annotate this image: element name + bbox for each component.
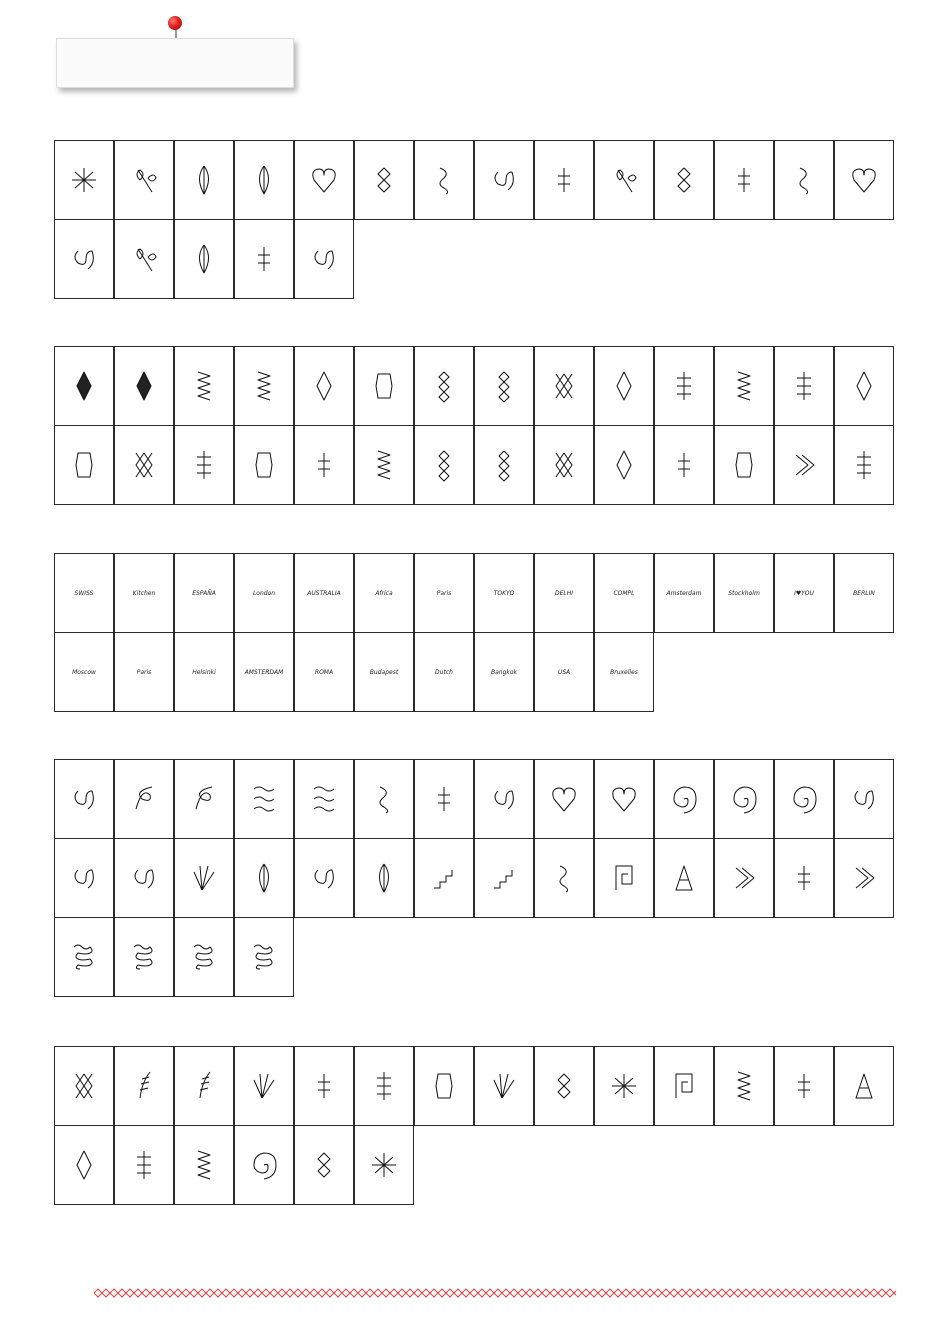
double-arrow-stitch-icon xyxy=(848,861,880,895)
stitch-tile[interactable] xyxy=(354,346,414,426)
blossom-stitch-icon xyxy=(668,163,700,197)
scallop-arch-stitch-icon xyxy=(428,1069,460,1103)
leaf-pair-stitch-icon xyxy=(368,861,400,895)
coil-stitch-icon xyxy=(788,782,820,816)
stitch-word-label: TOKYO xyxy=(493,589,515,597)
stitch-tile[interactable] xyxy=(54,917,114,997)
stitch-tile[interactable] xyxy=(54,219,114,299)
stitch-tile[interactable] xyxy=(834,553,894,633)
stitch-tile[interactable] xyxy=(174,838,234,918)
section-quilting xyxy=(54,759,894,996)
stitch-tile[interactable] xyxy=(774,759,834,839)
stitch-word-label: Moscow xyxy=(72,668,96,676)
wavy-line-stitch-icon xyxy=(548,861,580,895)
wheat-stitch-icon xyxy=(188,1148,220,1182)
chain-diamond-stitch-icon xyxy=(428,369,460,403)
stitch-tile[interactable] xyxy=(174,1046,234,1126)
stitch-word-label: Paris xyxy=(436,589,452,597)
stitch-word-label: BERLIN xyxy=(853,589,875,597)
tree-stitch-icon xyxy=(188,242,220,276)
stitch-tile[interactable] xyxy=(474,632,534,712)
stitch-tile[interactable] xyxy=(294,838,354,918)
stitch-tile[interactable] xyxy=(174,346,234,426)
zigzag-stitch-icon xyxy=(248,369,280,403)
arc-stitch-icon xyxy=(128,861,160,895)
stitch-tile[interactable] xyxy=(414,425,474,505)
stitch-tile[interactable] xyxy=(174,219,234,299)
stitch-word-label: COMPL xyxy=(613,589,635,597)
stitch-tile[interactable] xyxy=(534,1046,594,1126)
section-satin xyxy=(54,346,894,504)
stitch-tile[interactable] xyxy=(174,1125,234,1205)
spiral-hook-stitch-icon xyxy=(668,782,700,816)
stitch-tile[interactable] xyxy=(354,838,414,918)
stitch-tile[interactable] xyxy=(234,425,294,505)
stitch-tile[interactable] xyxy=(834,425,894,505)
diamond-chain-stitch-icon xyxy=(68,1148,100,1182)
curl-leaf-stitch-icon xyxy=(488,782,520,816)
heart-loop-stitch-icon xyxy=(548,782,580,816)
stitch-tile[interactable] xyxy=(294,632,354,712)
stitch-word-label: AMSTERDAM xyxy=(244,668,284,676)
stitch-tile[interactable] xyxy=(114,1046,174,1126)
fern-stitch-icon xyxy=(788,1069,820,1103)
diamond-bead-stitch-icon xyxy=(488,448,520,482)
stitch-tile[interactable] xyxy=(834,140,894,220)
diagonal-stripe-stitch-icon xyxy=(548,448,580,482)
rose-stitch-icon xyxy=(548,1069,580,1103)
stitch-tile[interactable] xyxy=(474,553,534,633)
stitch-tile[interactable] xyxy=(414,140,474,220)
stitch-tile[interactable] xyxy=(114,425,174,505)
stitch-tile[interactable] xyxy=(654,1046,714,1126)
stitch-tile[interactable] xyxy=(114,838,174,918)
stitch-tile[interactable] xyxy=(54,759,114,839)
petal-stitch-icon xyxy=(728,163,760,197)
pushpin-icon xyxy=(168,16,182,30)
stitch-tile[interactable] xyxy=(714,1046,774,1126)
stitch-tile[interactable] xyxy=(114,346,174,426)
greek-key-stitch-icon xyxy=(188,448,220,482)
stipple-stitch-3-icon xyxy=(188,940,220,974)
sprig-stitch-icon xyxy=(128,163,160,197)
loop-tulip-stitch-icon xyxy=(68,782,100,816)
stitch-tile[interactable] xyxy=(114,917,174,997)
star-pair-stitch-icon xyxy=(608,1069,640,1103)
stitch-tile[interactable] xyxy=(714,759,774,839)
stitch-tile[interactable] xyxy=(174,425,234,505)
stitch-tile[interactable] xyxy=(654,425,714,505)
stitch-tile[interactable] xyxy=(594,759,654,839)
diamond-tile-stitch-icon xyxy=(308,1148,340,1182)
stitch-tile[interactable] xyxy=(474,759,534,839)
stitch-tile[interactable] xyxy=(774,140,834,220)
stitch-word-label: ESPAÑA xyxy=(192,589,216,597)
stitch-word-label: Africa xyxy=(375,589,393,597)
ladder-stitch-icon xyxy=(848,448,880,482)
stitch-word-label: Stockholm xyxy=(728,589,760,597)
hook-stitch-icon xyxy=(848,782,880,816)
swirl-stitch-icon xyxy=(308,242,340,276)
clover-stitch-icon xyxy=(368,163,400,197)
satin-wave-stitch-icon xyxy=(728,369,760,403)
stitch-tile[interactable] xyxy=(234,1046,294,1126)
satin-oval-stitch-icon xyxy=(308,369,340,403)
stitch-tile[interactable] xyxy=(534,425,594,505)
stitch-tile[interactable] xyxy=(114,1125,174,1205)
stitch-tile[interactable] xyxy=(594,425,654,505)
flower-stitch-icon xyxy=(548,163,580,197)
stitch-tile[interactable] xyxy=(534,140,594,220)
fleur-column-stitch-icon xyxy=(428,448,460,482)
stitch-tile[interactable] xyxy=(294,346,354,426)
stitch-tile[interactable] xyxy=(174,553,234,633)
stitch-tile[interactable] xyxy=(834,1046,894,1126)
stitch-tile[interactable] xyxy=(54,140,114,220)
stitch-tile[interactable] xyxy=(354,553,414,633)
loop-chain-stitch-icon xyxy=(128,782,160,816)
stitch-tile[interactable] xyxy=(234,346,294,426)
stipple-stitch-4-icon xyxy=(248,940,280,974)
stitch-tile[interactable] xyxy=(474,838,534,918)
pineapple-stitch-icon xyxy=(68,1069,100,1103)
stitch-tile[interactable] xyxy=(834,759,894,839)
stitch-tile[interactable] xyxy=(654,759,714,839)
paisley-stitch-icon xyxy=(248,1148,280,1182)
stitch-word-label: ROMA xyxy=(314,668,334,676)
stitch-tile[interactable] xyxy=(54,553,114,633)
meander-stitch-icon xyxy=(668,1069,700,1103)
serpentine-stitch-icon xyxy=(248,782,280,816)
stitch-word-label: Bangkok xyxy=(490,668,518,676)
gingko-stitch-icon xyxy=(608,782,640,816)
satin-column-stitch-icon xyxy=(608,369,640,403)
stitch-word-label: Bruxelles xyxy=(610,668,638,676)
stitch-tile[interactable] xyxy=(114,632,174,712)
stitch-tile[interactable] xyxy=(54,346,114,426)
stitch-tile[interactable] xyxy=(834,346,894,426)
bird-stitch-icon xyxy=(188,1069,220,1103)
branch-stitch-icon xyxy=(608,163,640,197)
leaf-loop-stitch-icon xyxy=(248,861,280,895)
stitch-tile[interactable] xyxy=(654,346,714,426)
stitch-tile[interactable] xyxy=(234,553,294,633)
stitch-tile[interactable] xyxy=(414,1046,474,1126)
satin-arrow-stitch-icon xyxy=(848,369,880,403)
chevron-stitch-icon xyxy=(728,1069,760,1103)
palm-stitch-icon xyxy=(308,1069,340,1103)
tile-grid xyxy=(54,346,894,504)
curl-flower-stitch-icon xyxy=(428,782,460,816)
stitch-tile[interactable] xyxy=(774,838,834,918)
stitch-tile[interactable] xyxy=(294,219,354,299)
stitch-tile[interactable] xyxy=(234,140,294,220)
stitch-tile[interactable] xyxy=(294,553,354,633)
stitch-tile[interactable] xyxy=(714,838,774,918)
stitch-tile[interactable] xyxy=(714,553,774,633)
diamond-arrow-stitch-icon xyxy=(728,861,760,895)
star-stitch-icon xyxy=(68,163,100,197)
stitch-tile[interactable] xyxy=(534,632,594,712)
stitch-tile[interactable] xyxy=(54,1125,114,1205)
stitch-tile[interactable] xyxy=(234,219,294,299)
vine-stitch-icon xyxy=(788,163,820,197)
greek-key-square-stitch-icon xyxy=(608,861,640,895)
title-note xyxy=(56,38,294,88)
satin-hexagon-stitch-icon xyxy=(368,369,400,403)
stitch-tile[interactable] xyxy=(54,425,114,505)
stitch-tile[interactable] xyxy=(654,838,714,918)
stitch-word-label: Paris xyxy=(136,668,152,676)
stitch-tile[interactable] xyxy=(654,553,714,633)
section-ornamental xyxy=(54,1046,894,1204)
loop-spiral-stitch-icon xyxy=(188,782,220,816)
stipple-stitch-2-icon xyxy=(128,940,160,974)
stitch-word-label: I♥YOU xyxy=(794,589,814,597)
stitch-tile[interactable] xyxy=(174,140,234,220)
stitch-tile[interactable] xyxy=(54,632,114,712)
stitch-tile[interactable] xyxy=(714,425,774,505)
stitch-tile[interactable] xyxy=(354,759,414,839)
section-floral xyxy=(54,140,894,298)
stitch-tile[interactable] xyxy=(294,1125,354,1205)
stitch-tile[interactable] xyxy=(474,140,534,220)
stitch-word-label: DELHI xyxy=(554,589,574,597)
staircase-stitch-icon xyxy=(488,861,520,895)
triangle-zigzag-stitch-icon xyxy=(668,861,700,895)
section-words xyxy=(54,553,894,711)
berry-stitch-icon xyxy=(128,242,160,276)
tribal-stitch-icon xyxy=(128,1148,160,1182)
stitch-tile[interactable] xyxy=(474,1046,534,1126)
scroll-stitch-icon xyxy=(428,163,460,197)
feather-stitch-icon xyxy=(128,1069,160,1103)
stitch-tile[interactable] xyxy=(114,140,174,220)
triangle-wave-stitch-icon xyxy=(848,1069,880,1103)
stitch-tile[interactable] xyxy=(714,140,774,220)
stitch-tile[interactable] xyxy=(234,838,294,918)
stitch-tile[interactable] xyxy=(474,425,534,505)
heart-outline-stitch-icon xyxy=(848,163,880,197)
fan-border-stitch-icon xyxy=(248,1069,280,1103)
leaf-sprig-stitch-icon xyxy=(188,163,220,197)
stitch-tile[interactable] xyxy=(594,838,654,918)
tulip-stitch-icon xyxy=(248,163,280,197)
stitch-tile[interactable] xyxy=(114,553,174,633)
stitch-tile[interactable] xyxy=(354,140,414,220)
stitch-word-label: Kitchen xyxy=(132,589,156,597)
stitch-tile[interactable] xyxy=(294,425,354,505)
stitch-word-label: Amsterdam xyxy=(666,589,702,597)
lattice-stitch-icon xyxy=(548,369,580,403)
satin-diamond-stitch-icon xyxy=(68,369,100,403)
hexagon-stripe-stitch-icon xyxy=(248,448,280,482)
stitch-tile[interactable] xyxy=(54,838,114,918)
stitch-tile[interactable] xyxy=(774,553,834,633)
stitch-word-label: Dutch xyxy=(435,668,453,676)
crescent-loop-stitch-icon xyxy=(68,861,100,895)
stitch-word-label: AUSTRALIA xyxy=(307,589,341,597)
column-ornament-stitch-icon xyxy=(368,1069,400,1103)
wave-column-stitch-icon xyxy=(368,448,400,482)
stitch-tile[interactable] xyxy=(534,346,594,426)
circle-curl-stitch-icon xyxy=(308,861,340,895)
sunburst-stitch-icon xyxy=(368,1148,400,1182)
curl-stem-stitch-icon xyxy=(68,242,100,276)
stitch-tile[interactable] xyxy=(594,553,654,633)
stitch-word-label: USA xyxy=(557,668,571,676)
star-column-stitch-icon xyxy=(308,448,340,482)
stitch-tile[interactable] xyxy=(474,346,534,426)
stitch-tile[interactable] xyxy=(174,917,234,997)
fan-stitch-icon xyxy=(188,861,220,895)
stitch-tile[interactable] xyxy=(114,219,174,299)
stipple-stitch-1-icon xyxy=(68,940,100,974)
stitch-tile[interactable] xyxy=(414,632,474,712)
stitch-tile[interactable] xyxy=(414,838,474,918)
stitch-tile[interactable] xyxy=(294,1046,354,1126)
stitch-tile[interactable] xyxy=(294,140,354,220)
stitch-tile[interactable] xyxy=(774,1046,834,1126)
stitch-tile[interactable] xyxy=(234,917,294,997)
stitch-tile[interactable] xyxy=(774,425,834,505)
stitch-tile[interactable] xyxy=(294,759,354,839)
loop-figure-stitch-icon xyxy=(308,782,340,816)
stitch-tile[interactable] xyxy=(534,838,594,918)
stitch-tile[interactable] xyxy=(414,759,474,839)
curl-stitch-icon xyxy=(488,163,520,197)
stitch-tile[interactable] xyxy=(594,140,654,220)
tile-grid xyxy=(54,140,894,298)
stitch-tile[interactable] xyxy=(594,1046,654,1126)
dense-column-stitch-icon xyxy=(608,448,640,482)
stitch-tile[interactable] xyxy=(354,1125,414,1205)
stitch-tile[interactable] xyxy=(714,346,774,426)
ginkgo-stem-stitch-icon xyxy=(488,1069,520,1103)
squiggle-stitch-icon xyxy=(368,782,400,816)
circle-branch-stitch-icon xyxy=(788,861,820,895)
stitch-word-label: Budapest xyxy=(369,668,399,676)
stitch-tile[interactable] xyxy=(654,140,714,220)
stitch-tile[interactable] xyxy=(594,346,654,426)
stitch-word-label: SWISS xyxy=(74,589,94,597)
stitch-tile[interactable] xyxy=(774,346,834,426)
tile-grid xyxy=(54,1046,894,1204)
satin-bar-stitch-icon xyxy=(788,369,820,403)
stitch-tile[interactable] xyxy=(594,632,654,712)
stitch-tile[interactable] xyxy=(234,632,294,712)
stitch-tile[interactable] xyxy=(414,553,474,633)
stitch-word-label: Helsinki xyxy=(192,668,216,676)
stitch-tile[interactable] xyxy=(354,425,414,505)
sprig-cross-stitch-icon xyxy=(248,242,280,276)
stitch-word-label: London xyxy=(252,589,276,597)
tile-grid xyxy=(54,759,894,996)
zigzag-border-icon xyxy=(94,1286,896,1300)
stitch-tile[interactable] xyxy=(834,838,894,918)
step-stitch-icon xyxy=(428,861,460,895)
satin-leaf-stitch-icon xyxy=(128,369,160,403)
tile-grid xyxy=(54,553,894,711)
honeycomb-stitch-icon xyxy=(728,448,760,482)
stitch-tile[interactable] xyxy=(534,553,594,633)
cross-chain-stitch-icon xyxy=(128,448,160,482)
stitch-tile[interactable] xyxy=(54,1046,114,1126)
stitch-tile[interactable] xyxy=(534,759,594,839)
comb-stitch-icon xyxy=(668,369,700,403)
crystal-stitch-icon xyxy=(68,448,100,482)
stitch-tile[interactable] xyxy=(354,632,414,712)
stitch-tile[interactable] xyxy=(234,759,294,839)
stitch-tile[interactable] xyxy=(174,759,234,839)
open-diamond-stitch-icon xyxy=(488,369,520,403)
spiral-stitch-icon xyxy=(728,782,760,816)
satin-scallop-stitch-icon xyxy=(188,369,220,403)
stitch-tile[interactable] xyxy=(114,759,174,839)
stitch-tile[interactable] xyxy=(234,1125,294,1205)
arrow-column-stitch-icon xyxy=(788,448,820,482)
heart-stitch-icon xyxy=(308,163,340,197)
stitch-tile[interactable] xyxy=(414,346,474,426)
stitch-tile[interactable] xyxy=(174,632,234,712)
snowflake-column-stitch-icon xyxy=(668,448,700,482)
stitch-tile[interactable] xyxy=(354,1046,414,1126)
